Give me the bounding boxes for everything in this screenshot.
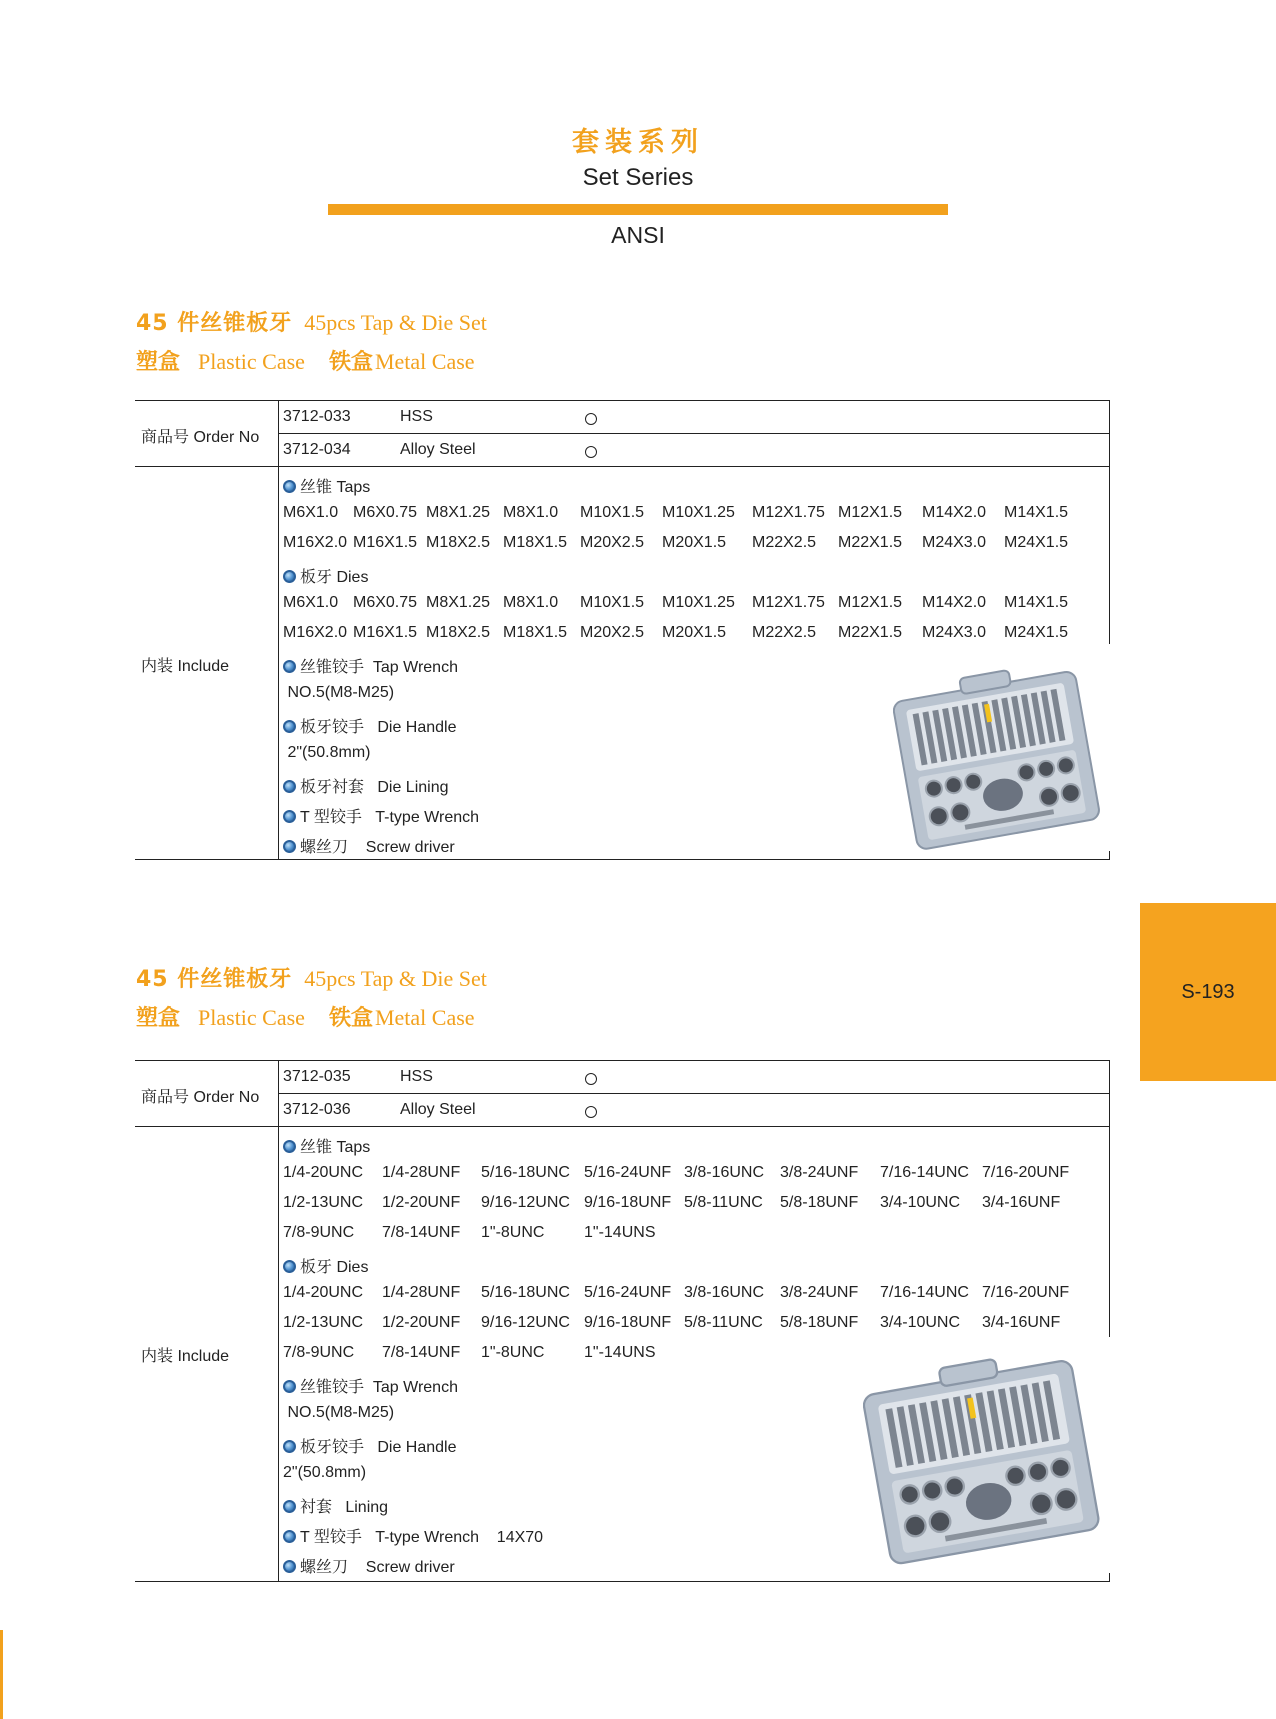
die-size: 9/16-18UNF: [584, 1314, 672, 1331]
tap-size: 7/16-20UNF: [982, 1164, 1070, 1181]
die-size: M8X1.0: [503, 594, 559, 611]
tap-size: 1/4-28UNF: [382, 1164, 461, 1181]
set2-heading: [136, 962, 487, 993]
tap-size: M18X2.5: [426, 534, 491, 551]
accessory-item: [283, 1554, 455, 1577]
die-size: 5/8-11UNC: [684, 1314, 763, 1331]
tap-die-case-icon: [863, 1341, 1103, 1571]
tool-set-photo: [863, 1341, 1103, 1576]
die-size: M12X1.75: [752, 594, 825, 611]
tap-size: M12X1.75: [752, 504, 825, 521]
die-size: 3/8-24UNF: [780, 1284, 859, 1301]
tap-size: M8X1.25: [426, 504, 491, 521]
die-size: M6X0.75: [353, 594, 418, 611]
bullet-icon: [283, 1260, 296, 1273]
accessory-item: [283, 1434, 457, 1457]
tap-size: M14X1.5: [1004, 504, 1069, 521]
die-size: M10X1.5: [580, 594, 645, 611]
accessory-text: 丝锥铰手 Tap Wrench: [300, 1379, 458, 1396]
die-size: M18X2.5: [426, 624, 491, 641]
material: HSS: [400, 408, 433, 425]
set1-metal-en: Metal Case: [374, 349, 475, 374]
accessory-item: [283, 1524, 543, 1547]
table-rule: [135, 466, 1110, 467]
taps-header: [283, 1134, 370, 1157]
taps-header: [283, 474, 370, 497]
die-size: M20X2.5: [580, 624, 645, 641]
page-title-cn: 套装系列: [572, 127, 704, 158]
accessory-text: 板牙铰手 Die Handle: [300, 1439, 457, 1456]
tool-set-photo: [893, 655, 1103, 860]
accessory-text: 2"(50.8mm): [283, 1464, 367, 1481]
die-size: M20X1.5: [662, 624, 727, 641]
accessory-text: T 型铰手 T-type Wrench: [300, 809, 480, 826]
table-rule: [135, 1126, 1110, 1127]
tap-size: 9/16-12UNC: [481, 1194, 570, 1211]
title-divider: [328, 204, 948, 215]
accessory-item: [283, 654, 458, 677]
bullet-icon: [283, 810, 296, 823]
set2-spec-table: [135, 1060, 1110, 1582]
die-size: 7/16-20UNF: [982, 1284, 1070, 1301]
set2-heading-cn: 45 件丝锥板牙: [136, 967, 293, 992]
tap-size: 5/8-18UNF: [780, 1194, 859, 1211]
die-size: 5/16-24UNF: [584, 1284, 672, 1301]
tap-size: 3/4-10UNC: [880, 1194, 961, 1211]
die-size: M14X2.0: [922, 594, 987, 611]
bullet-icon: [283, 1500, 296, 1513]
tap-size: 9/16-18UNF: [584, 1194, 672, 1211]
accessory-text: NO.5(M8-M25): [283, 684, 395, 701]
side-stripe: [0, 1630, 3, 1719]
tap-size: 1/2-20UNF: [382, 1194, 461, 1211]
bullet-icon: [283, 660, 296, 673]
die-size: M10X1.25: [662, 594, 735, 611]
set2-plastic-en: Plastic Case: [198, 1005, 305, 1030]
die-size: M14X1.5: [1004, 594, 1069, 611]
die-size: 3/4-10UNC: [880, 1314, 961, 1331]
tap-size: M24X1.5: [1004, 534, 1069, 551]
die-size: 1/4-20UNC: [283, 1284, 364, 1301]
die-size: 3/4-16UNF: [982, 1314, 1061, 1331]
bullet-icon: [283, 1530, 296, 1543]
tap-size: M20X2.5: [580, 534, 645, 551]
die-size: 7/16-14UNC: [880, 1284, 969, 1301]
standard-label: ANSI: [611, 222, 665, 248]
tap-size: M22X1.5: [838, 534, 903, 551]
accessory-spec: [283, 744, 370, 762]
availability-circle: [585, 446, 597, 458]
tap-size: M6X0.75: [353, 504, 418, 521]
tap-size: 1"-8UNC: [481, 1224, 545, 1241]
tap-size: 5/16-18UNC: [481, 1164, 570, 1181]
accessory-text: 2"(50.8mm): [283, 744, 371, 761]
die-size: M24X1.5: [1004, 624, 1069, 641]
accessory-text: 衬套 Lining: [300, 1499, 389, 1516]
tap-size: 5/8-11UNC: [684, 1194, 763, 1211]
die-size: 1/2-13UNC: [283, 1314, 364, 1331]
die-size: 1/2-20UNF: [382, 1314, 461, 1331]
die-size: M6X1.0: [283, 594, 339, 611]
table-rule: [278, 1093, 1110, 1094]
accessory-text: NO.5(M8-M25): [283, 1404, 395, 1421]
die-size: 1"-8UNC: [481, 1344, 545, 1361]
tap-size: 7/16-14UNC: [880, 1164, 969, 1181]
taps-label: 丝锥 Taps: [300, 479, 371, 496]
table-rule: [1109, 401, 1110, 644]
set2-heading-en: 45pcs Tap & Die Set: [304, 966, 487, 991]
table-divider: [278, 401, 279, 859]
accessory-item: [283, 714, 457, 737]
tap-size: 1"-14UNS: [584, 1224, 656, 1241]
order-no-label: 商品号 Order No: [141, 1089, 260, 1106]
die-size: M8X1.25: [426, 594, 491, 611]
include-label: 内装 Include: [141, 1348, 230, 1365]
bullet-icon: [283, 1560, 296, 1573]
tap-size: 3/8-24UNF: [780, 1164, 859, 1181]
tap-size: M8X1.0: [503, 504, 559, 521]
availability-circle: [585, 1106, 597, 1118]
tap-size: 3/8-16UNC: [684, 1164, 765, 1181]
set2-metal-en: Metal Case: [374, 1005, 475, 1030]
taps-label: 丝锥 Taps: [300, 1139, 371, 1156]
tap-size: M10X1.25: [662, 504, 735, 521]
dies-header: [283, 1254, 368, 1277]
accessory-item: [283, 1374, 458, 1397]
order-code: 3712-034: [283, 441, 351, 458]
availability-circle: [585, 413, 597, 425]
tap-size: 5/16-24UNF: [584, 1164, 672, 1181]
availability-circle: [585, 1073, 597, 1085]
die-size: 1/4-28UNF: [382, 1284, 461, 1301]
set2-plastic-cn: 塑盒: [136, 1006, 181, 1031]
bullet-icon: [283, 1440, 296, 1453]
bullet-icon: [283, 1140, 296, 1153]
accessory-text: 板牙铰手 Die Handle: [300, 719, 457, 736]
die-size: 7/8-9UNC: [283, 1344, 355, 1361]
accessory-text: 螺丝刀 Screw driver: [300, 839, 455, 856]
tap-size: 7/8-14UNF: [382, 1224, 461, 1241]
tap-size: M20X1.5: [662, 534, 727, 551]
material: Alloy Steel: [400, 441, 476, 458]
set1-metal-cn: 铁盒: [328, 350, 373, 375]
table-divider: [278, 1061, 279, 1581]
order-no-label: 商品号 Order No: [141, 429, 260, 446]
dies-label: 板牙 Dies: [300, 569, 369, 586]
tap-size: M22X2.5: [752, 534, 817, 551]
die-size: 5/8-18UNF: [780, 1314, 859, 1331]
include-label: 内装 Include: [141, 658, 230, 675]
accessory-text: 螺丝刀 Screw driver: [300, 1559, 455, 1576]
tap-size: 7/8-9UNC: [283, 1224, 355, 1241]
tap-size: M10X1.5: [580, 504, 645, 521]
accessory-item: [283, 804, 479, 827]
set1-spec-table: [135, 400, 1110, 860]
table-rule: [1109, 851, 1110, 859]
material: HSS: [400, 1068, 433, 1085]
accessory-item: [283, 1494, 388, 1517]
tap-die-case-icon: [893, 655, 1103, 855]
die-size: 3/8-16UNC: [684, 1284, 765, 1301]
bullet-icon: [283, 720, 296, 733]
dies-label: 板牙 Dies: [300, 1259, 369, 1276]
table-rule: [1109, 1573, 1110, 1581]
order-code: 3712-033: [283, 408, 351, 425]
dies-header: [283, 564, 368, 587]
die-size: 9/16-12UNC: [481, 1314, 570, 1331]
tap-size: M16X2.0: [283, 534, 348, 551]
bullet-icon: [283, 570, 296, 583]
bullet-icon: [283, 840, 296, 853]
accessory-item: [283, 774, 449, 797]
die-size: 7/8-14UNF: [382, 1344, 461, 1361]
table-rule: [278, 433, 1110, 434]
set1-plastic-cn: 塑盒: [136, 350, 181, 375]
die-size: M22X2.5: [752, 624, 817, 641]
tap-size: M14X2.0: [922, 504, 987, 521]
accessory-spec: [283, 1404, 394, 1422]
accessory-spec: [283, 684, 394, 702]
die-size: 1"-14UNS: [584, 1344, 656, 1361]
order-code: 3712-036: [283, 1101, 351, 1118]
accessory-text: 板牙衬套 Die Lining: [300, 779, 449, 796]
tap-size: M18X1.5: [503, 534, 568, 551]
tap-size: 1/4-20UNC: [283, 1164, 364, 1181]
die-size: M24X3.0: [922, 624, 987, 641]
set1-heading-en: 45pcs Tap & Die Set: [304, 310, 487, 335]
die-size: M16X2.0: [283, 624, 348, 641]
tap-size: 3/4-16UNF: [982, 1194, 1061, 1211]
die-size: 5/16-18UNC: [481, 1284, 570, 1301]
die-size: M16X1.5: [353, 624, 418, 641]
bullet-icon: [283, 1380, 296, 1393]
accessory-text: T 型铰手 T-type Wrench 14X70: [300, 1529, 544, 1546]
table-rule: [1109, 1061, 1110, 1337]
die-size: M12X1.5: [838, 594, 903, 611]
tap-size: M24X3.0: [922, 534, 987, 551]
tap-size: 1/2-13UNC: [283, 1194, 364, 1211]
order-code: 3712-035: [283, 1068, 351, 1085]
accessory-spec: [283, 1464, 366, 1482]
set2-case-line: [136, 1001, 499, 1032]
set1-heading: [136, 306, 487, 337]
tap-size: M6X1.0: [283, 504, 339, 521]
accessory-text: 丝锥铰手 Tap Wrench: [300, 659, 458, 676]
die-size: M18X1.5: [503, 624, 568, 641]
die-size: M22X1.5: [838, 624, 903, 641]
tap-size: M16X1.5: [353, 534, 418, 551]
set2-metal-cn: 铁盒: [328, 1006, 373, 1031]
bullet-icon: [283, 780, 296, 793]
set1-plastic-en: Plastic Case: [198, 349, 305, 374]
bullet-icon: [283, 480, 296, 493]
accessory-item: [283, 834, 455, 857]
set1-case-line: [136, 345, 499, 376]
material: Alloy Steel: [400, 1101, 476, 1118]
set1-heading-cn: 45 件丝锥板牙: [136, 311, 293, 336]
tap-size: M12X1.5: [838, 504, 903, 521]
page-number-tab: S-193: [1140, 903, 1276, 1081]
page-title-en: Set Series: [582, 164, 694, 191]
